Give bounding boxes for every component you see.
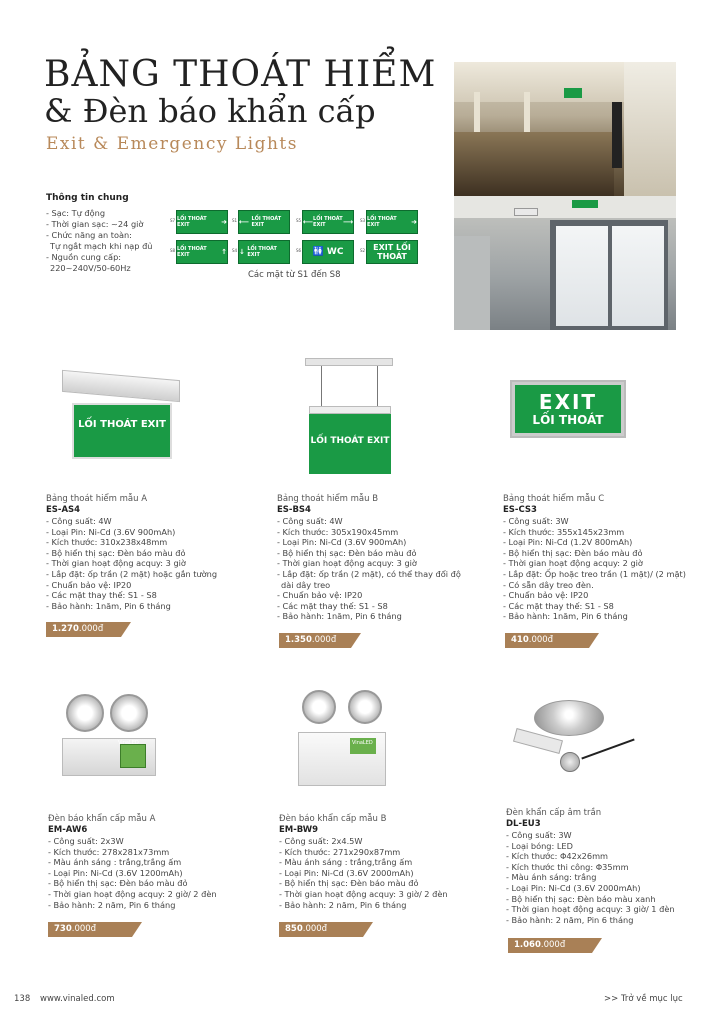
info-item: - Sạc: Tự động xyxy=(46,208,106,218)
product-image-es-cs3 xyxy=(510,380,626,438)
sign-text: LỐI THOÁT EXIT xyxy=(177,216,207,228)
sign-text: LỐI THOÁT EXIT xyxy=(313,216,343,228)
signs-caption: Các mặt từ S1 đến S8 xyxy=(248,270,341,280)
price-tag: 1.350.000đ xyxy=(279,633,351,648)
sign-label: S3 xyxy=(360,218,366,223)
exit-sign-a: LỐI THOÁT EXIT xyxy=(72,403,172,459)
product-card-em-aw6 xyxy=(48,814,276,910)
info-item: - Nguồn cung cấp: xyxy=(46,252,122,262)
product-card-es-bs4 xyxy=(277,494,502,622)
product-code: DL-EU3 xyxy=(506,819,541,829)
product-image-em-aw6 xyxy=(62,690,158,784)
sign-face-s8: LỐI THOÁT EXIT ↑ xyxy=(176,240,228,264)
brand-label: VinaLED xyxy=(118,740,139,746)
sign-text: WC xyxy=(326,247,344,257)
price-tag: 1.060.000đ xyxy=(508,938,592,953)
sign-face-s2 xyxy=(366,240,418,264)
product-name: Bảng thoát hiểm mẫu B xyxy=(277,494,379,504)
website-link[interactable]: www.vinaled.com xyxy=(40,994,115,1004)
product-card-es-as4 xyxy=(46,494,274,611)
price-tag: 1.270.000đ xyxy=(46,622,121,637)
sign-face-s3: LỐI THOÁT EXIT ➜ xyxy=(366,210,418,234)
sign-face-s5: ⟵ LỐI THOÁT EXIT ⟶ xyxy=(302,210,354,234)
price-tag: 850.000đ xyxy=(279,922,363,937)
product-name: Bảng thoát hiểm mẫu C xyxy=(503,494,605,504)
product-card-dl-eu3 xyxy=(506,808,706,925)
product-name: Đèn báo khẩn cấp mẫu A xyxy=(48,814,156,824)
sign-text: LỐI THOÁT EXIT xyxy=(367,216,397,228)
info-item: 220~240V/50-60Hz xyxy=(50,263,131,273)
sign-label: S7 xyxy=(170,218,176,223)
sign-label: S2 xyxy=(360,248,366,253)
general-info-title: Thông tin chung xyxy=(46,193,129,203)
product-card-em-bw9 xyxy=(279,814,504,910)
page-subtitle: Exit & Emergency Lights xyxy=(46,134,298,154)
product-specs: - Công suất: 3W - Loại bóng: LED - Kích thước: Φ42x26mm - Kích thước thi công: Φ35mm - Màu ánh sáng: trắng - Loại Pin: Ni-Cd (3.6V 2000mAh) - Bộ hiển thị sạc: Đèn báo màu xanh - Thời gian hoạt động acquy: 3 giờ/ 1 đèn - Bảo hành: 2 năm, Pin 6 tháng xyxy=(506,830,675,925)
price-tag: 730.000đ xyxy=(48,922,132,937)
sign-text: EXIT LỐI THOÁT xyxy=(373,243,411,261)
product-name: Đèn báo khẩn cấp mẫu B xyxy=(279,814,387,824)
product-specs: - Công suất: 3W - Kích thước: 355x145x23mm - Loại Pin: Ni-Cd (1.2V 800mAh) - Bộ hiển thị sạc: Đèn báo màu đỏ - Thời gian hoạt động acquy: 2 giờ - Lắp đặt: Ốp hoặc treo trần (1 mặt)/ (2 mặt) - Có sẵn dây treo đèn. - Chuẩn bảo vệ: IP20 - Các mặt thay thế: S1 - S8 - Bảo hành: 1năm, Pin 6 tháng xyxy=(503,516,686,622)
exit-sign-c-line1: EXIT xyxy=(538,390,598,414)
sign-label: S4 xyxy=(232,248,238,253)
sign-label: S5 xyxy=(296,218,302,223)
sign-face-s4: ↓ LỐI THOÁT EXIT xyxy=(238,240,290,264)
product-name: Đèn khẩn cấp âm trần xyxy=(506,808,602,818)
page-title: BẢNG THOÁT HIỂM xyxy=(44,54,437,95)
info-item: Tự ngắt mạch khi nạp đủ xyxy=(50,241,153,251)
product-specs: - Công suất: 4W - Kích thước: 305x190x45mm - Loại Pin: Ni-Cd (3.6V 900mAh) - Bộ hiển thị sạc: Đèn báo màu đỏ - Thời gian hoạt động acquy: 3 giờ - Lắp đặt: ốp trần (2 mặt), có thể thay đổi độ dài dây treo - Chuẩn bảo vệ: IP20 - Các mặt thay thế: S1 - S8 - Bảo hành: 1năm, Pin 6 tháng xyxy=(277,516,461,622)
product-code: ES-AS4 xyxy=(46,505,81,515)
door-photo xyxy=(454,196,676,330)
sign-label: S1 xyxy=(232,218,238,223)
sign-label: S6 xyxy=(296,248,302,253)
back-to-toc-link[interactable]: >> Trở về mục lục xyxy=(604,994,683,1004)
brand-label: VinaLED xyxy=(352,740,373,746)
product-code: ES-BS4 xyxy=(277,505,311,515)
sign-label: S8 xyxy=(170,248,176,253)
product-name: Bảng thoát hiểm mẫu A xyxy=(46,494,148,504)
product-specs: - Công suất: 4W - Loại Pin: Ni-Cd (3.6V 900mAh) - Kích thước: 310x238x48mm - Bộ hiển thị sạc: Đèn báo màu đỏ - Thời gian hoạt động acquy: 3 giờ - Lắp đặt: ốp trần (2 mặt) hoặc gắn tường - Chuẩn bảo vệ: IP20 - Các mặt thay thế: S1 - S8 - Bảo hành: 1năm, Pin 6 tháng xyxy=(46,516,218,611)
product-image-es-as4 xyxy=(62,375,182,460)
sign-text: LỐI THOÁT EXIT xyxy=(177,246,207,258)
info-item: - Thời gian sạc: ~24 giờ xyxy=(46,219,144,229)
exit-sign-c-line2: LỐI THOÁT xyxy=(532,413,604,427)
product-specs: - Công suất: 2x3W - Kích thước: 278x281x73mm - Màu ánh sáng : trắng,trắng ấm - Loại Pin: Ni-Cd (3.6V 1200mAh) - Bộ hiển thị sạc: Đèn báo màu đỏ - Thời gian hoạt động acquy: 2 giờ/ 2 đèn - Bảo hành: 2 năm, Pin 6 tháng xyxy=(48,836,217,910)
sign-text: LỐI THOÁT EXIT xyxy=(251,216,282,228)
info-item: - Chức năng an toàn: xyxy=(46,230,132,240)
product-card-es-cs3 xyxy=(503,494,703,622)
sign-face-s1: ⟵ LỐI THOÁT EXIT xyxy=(238,210,290,234)
general-info-list xyxy=(46,208,153,274)
sign-text: LỐI THOÁT EXIT xyxy=(247,246,277,258)
page-number: 138 xyxy=(14,994,31,1004)
sign-face-s6: 🚻 WC xyxy=(302,240,354,264)
sign-face-s7: LỐI THOÁT EXIT ➜ xyxy=(176,210,228,234)
product-image-es-bs4 xyxy=(305,358,395,476)
exit-sign-b: LỐI THOÁT EXIT xyxy=(309,414,391,474)
mall-photo xyxy=(454,62,676,196)
product-code: EM-BW9 xyxy=(279,825,319,835)
product-code: ES-CS3 xyxy=(503,505,537,515)
product-code: EM-AW6 xyxy=(48,825,88,835)
product-specs: - Công suất: 2x4.5W - Kích thước: 271x290x87mm - Màu ánh sáng : trắng,trắng ấm - Loại Pin: Ni-Cd (3.6V 2000mAh) - Bộ hiển thị sạc: Đèn báo màu đỏ - Thời gian hoạt động acquy: 3 giờ/ 2 đèn - Bảo hành: 2 năm, Pin 6 tháng xyxy=(279,836,448,910)
product-image-em-bw9 xyxy=(298,690,390,790)
page-title-line2: & Đèn báo khẩn cấp xyxy=(44,92,376,130)
price-tag: 410.000đ xyxy=(505,633,589,648)
product-image-dl-eu3 xyxy=(510,690,640,782)
